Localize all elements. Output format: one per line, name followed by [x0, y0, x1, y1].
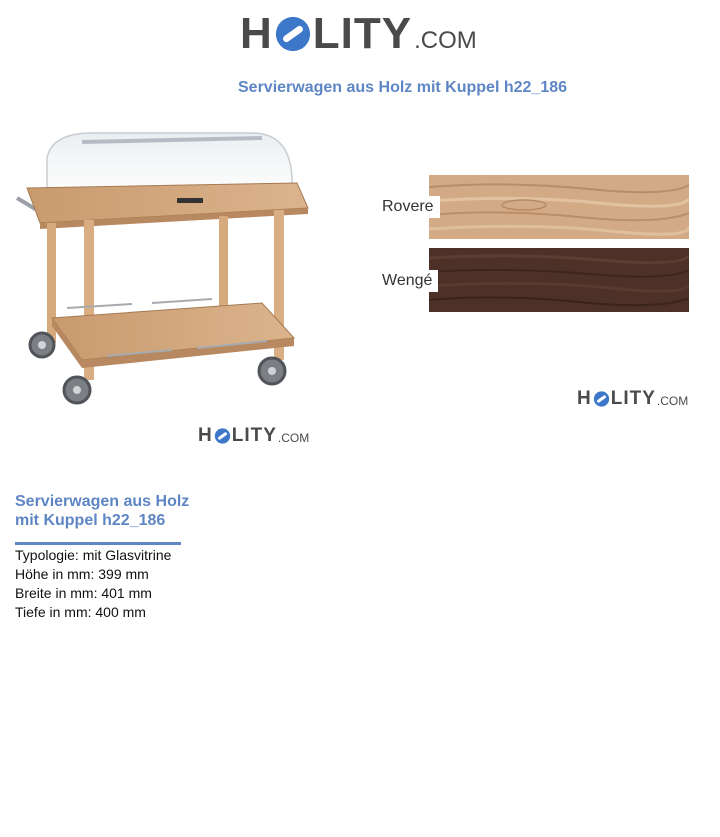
spec-breite: Breite in mm: 401 mm — [15, 585, 152, 601]
logo-suffix: .COM — [656, 394, 689, 408]
logo-suffix: .COM — [414, 27, 477, 54]
product-title: Servierwagen aus Holz mit Kuppel h22_186 — [15, 493, 190, 529]
logo-suffix: .COM — [277, 431, 310, 445]
logo-o-mark-icon — [214, 427, 231, 445]
swatch-wenge — [429, 248, 689, 312]
logo-o-mark-icon — [274, 14, 312, 54]
holity-logo-small — [577, 389, 688, 409]
logo-word-h: H — [577, 388, 592, 409]
logo-word-lity: LITY — [231, 425, 277, 446]
page-title: Servierwagen aus Holz mit Kuppel h22_186 — [238, 79, 568, 96]
swatch-rovere — [429, 175, 689, 239]
title-divider — [15, 542, 181, 545]
holity-logo — [240, 9, 477, 58]
holity-logo-small — [198, 426, 309, 446]
logo-word-h: H — [240, 9, 273, 58]
spec-hoehe: Höhe in mm: 399 mm — [15, 566, 149, 582]
spec-tiefe: Tiefe in mm: 400 mm — [15, 604, 146, 620]
swatch-label-rovere: Rovere — [380, 196, 440, 218]
spec-list — [15, 546, 171, 622]
swatch-label-wenge: Wengé — [380, 270, 438, 292]
logo-o-mark-icon — [593, 390, 610, 408]
logo-word-h: H — [198, 425, 213, 446]
product-image — [12, 128, 312, 413]
logo-word-lity: LITY — [312, 9, 413, 58]
logo-word-lity: LITY — [610, 388, 656, 409]
spec-typologie: Typologie: mit Glasvitrine — [15, 547, 172, 563]
